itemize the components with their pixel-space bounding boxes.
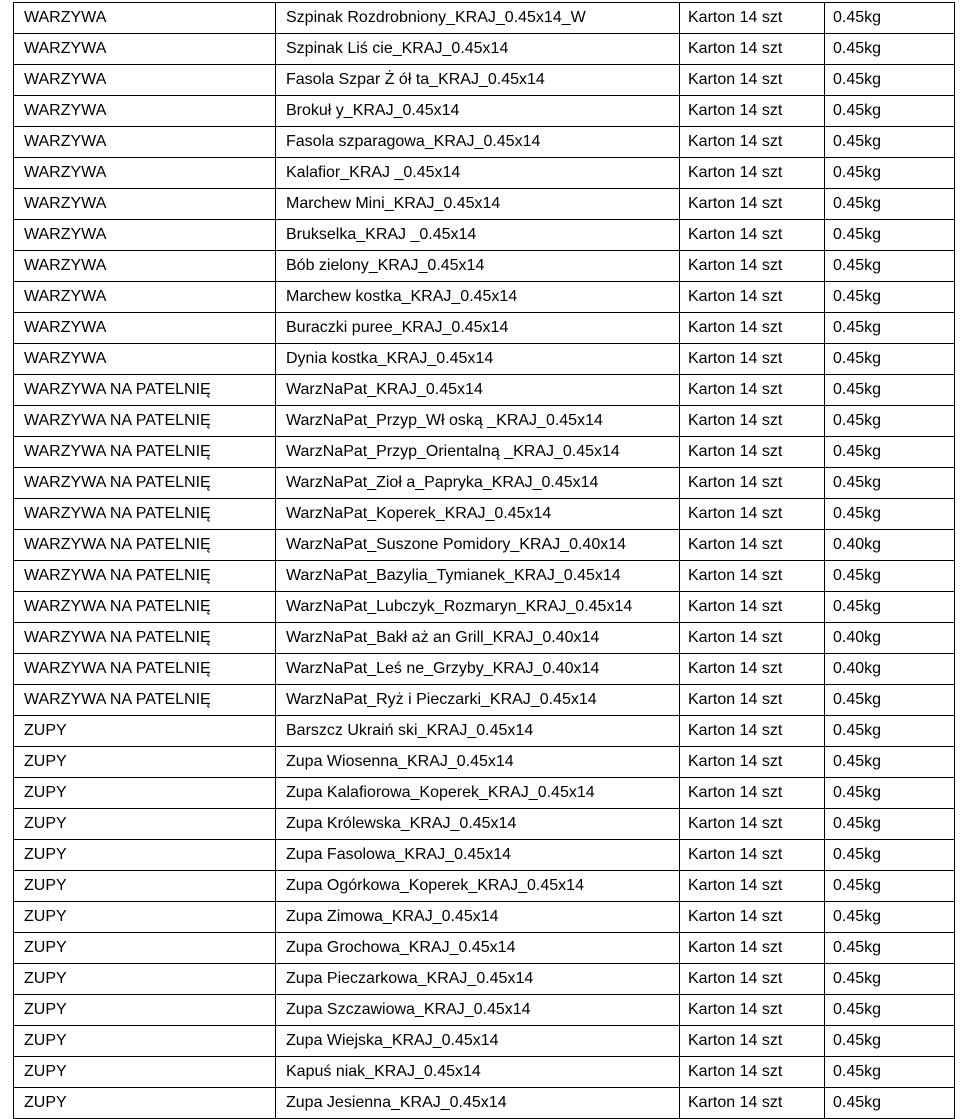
table-row xyxy=(14,65,955,96)
table-row xyxy=(14,747,955,778)
cell-category: WARZYWA NA PATELNIĘ xyxy=(14,437,276,468)
cell-category: WARZYWA NA PATELNIĘ xyxy=(14,561,276,592)
table-row xyxy=(14,902,955,933)
cell-product-name: Zupa Pieczarkowa_KRAJ_0.45x14 xyxy=(276,964,680,995)
table-row xyxy=(14,840,955,871)
cell-weight: 0.45kg xyxy=(825,933,955,964)
table-row xyxy=(14,871,955,902)
cell-weight: 0.45kg xyxy=(825,964,955,995)
cell-weight: 0.45kg xyxy=(825,871,955,902)
table-row xyxy=(14,964,955,995)
table-row xyxy=(14,375,955,406)
table-row xyxy=(14,127,955,158)
cell-product-name: WarzNaPat_KRAJ_0.45x14 xyxy=(276,375,680,406)
cell-packaging: Karton 14 szt xyxy=(680,623,825,654)
cell-category: WARZYWA xyxy=(14,313,276,344)
cell-category: WARZYWA NA PATELNIĘ xyxy=(14,375,276,406)
cell-weight: 0.45kg xyxy=(825,1026,955,1057)
cell-category: ZUPY xyxy=(14,840,276,871)
cell-product-name: Zupa Wiosenna_KRAJ_0.45x14 xyxy=(276,747,680,778)
cell-weight: 0.45kg xyxy=(825,220,955,251)
cell-category: WARZYWA xyxy=(14,189,276,220)
cell-product-name: WarzNaPat_Zioł a_Papryka_KRAJ_0.45x14 xyxy=(276,468,680,499)
cell-product-name: Zupa Grochowa_KRAJ_0.45x14 xyxy=(276,933,680,964)
table-row xyxy=(14,344,955,375)
cell-packaging: Karton 14 szt xyxy=(680,251,825,282)
cell-weight: 0.45kg xyxy=(825,406,955,437)
table-row xyxy=(14,778,955,809)
cell-product-name: Marchew Mini_KRAJ_0.45x14 xyxy=(276,189,680,220)
table-row xyxy=(14,530,955,561)
cell-weight: 0.45kg xyxy=(825,127,955,158)
cell-packaging: Karton 14 szt xyxy=(680,716,825,747)
cell-weight: 0.45kg xyxy=(825,995,955,1026)
cell-weight: 0.45kg xyxy=(825,3,955,34)
table-row xyxy=(14,1088,955,1119)
cell-category: WARZYWA xyxy=(14,282,276,313)
cell-weight: 0.45kg xyxy=(825,251,955,282)
cell-product-name: WarzNaPat_Bazylia_Tymianek_KRAJ_0.45x14 xyxy=(276,561,680,592)
cell-packaging: Karton 14 szt xyxy=(680,3,825,34)
cell-packaging: Karton 14 szt xyxy=(680,437,825,468)
cell-category: ZUPY xyxy=(14,809,276,840)
cell-weight: 0.45kg xyxy=(825,561,955,592)
table-row xyxy=(14,716,955,747)
cell-product-name: WarzNaPat_Przyp_Orientalną _KRAJ_0.45x14 xyxy=(276,437,680,468)
cell-weight: 0.45kg xyxy=(825,778,955,809)
cell-packaging: Karton 14 szt xyxy=(680,158,825,189)
cell-packaging: Karton 14 szt xyxy=(680,313,825,344)
table-row xyxy=(14,158,955,189)
cell-product-name: WarzNaPat_Bakł aż an Grill_KRAJ_0.40x14 xyxy=(276,623,680,654)
product-table-body xyxy=(14,3,955,1119)
table-row xyxy=(14,34,955,65)
cell-product-name: WarzNaPat_Lubczyk_Rozmaryn_KRAJ_0.45x14 xyxy=(276,592,680,623)
cell-weight: 0.45kg xyxy=(825,716,955,747)
cell-category: WARZYWA xyxy=(14,158,276,189)
cell-category: WARZYWA NA PATELNIĘ xyxy=(14,654,276,685)
cell-packaging: Karton 14 szt xyxy=(680,530,825,561)
cell-weight: 0.45kg xyxy=(825,437,955,468)
cell-packaging: Karton 14 szt xyxy=(680,964,825,995)
cell-weight: 0.40kg xyxy=(825,623,955,654)
cell-category: ZUPY xyxy=(14,964,276,995)
cell-packaging: Karton 14 szt xyxy=(680,685,825,716)
cell-packaging: Karton 14 szt xyxy=(680,468,825,499)
cell-product-name: WarzNaPat_Leś ne_Grzyby_KRAJ_0.40x14 xyxy=(276,654,680,685)
table-row xyxy=(14,282,955,313)
cell-category: WARZYWA NA PATELNIĘ xyxy=(14,685,276,716)
cell-packaging: Karton 14 szt xyxy=(680,809,825,840)
product-table xyxy=(13,2,955,1119)
table-row xyxy=(14,313,955,344)
cell-category: WARZYWA xyxy=(14,251,276,282)
cell-weight: 0.45kg xyxy=(825,344,955,375)
cell-category: WARZYWA xyxy=(14,344,276,375)
cell-packaging: Karton 14 szt xyxy=(680,344,825,375)
cell-packaging: Karton 14 szt xyxy=(680,65,825,96)
table-row xyxy=(14,995,955,1026)
table-row xyxy=(14,189,955,220)
cell-product-name: WarzNaPat_Suszone Pomidory_KRAJ_0.40x14 xyxy=(276,530,680,561)
cell-product-name: Fasola szparagowa_KRAJ_0.45x14 xyxy=(276,127,680,158)
cell-category: ZUPY xyxy=(14,1057,276,1088)
cell-product-name: Brukselka_KRAJ _0.45x14 xyxy=(276,220,680,251)
cell-weight: 0.45kg xyxy=(825,747,955,778)
cell-packaging: Karton 14 szt xyxy=(680,933,825,964)
cell-category: ZUPY xyxy=(14,1026,276,1057)
cell-product-name: Fasola Szpar Ż ół ta_KRAJ_0.45x14 xyxy=(276,65,680,96)
cell-product-name: Zupa Szczawiowa_KRAJ_0.45x14 xyxy=(276,995,680,1026)
cell-category: WARZYWA xyxy=(14,34,276,65)
cell-category: ZUPY xyxy=(14,778,276,809)
cell-packaging: Karton 14 szt xyxy=(680,592,825,623)
cell-category: WARZYWA xyxy=(14,3,276,34)
cell-packaging: Karton 14 szt xyxy=(680,375,825,406)
cell-weight: 0.45kg xyxy=(825,499,955,530)
cell-category: WARZYWA xyxy=(14,220,276,251)
cell-product-name: Zupa Jesienna_KRAJ_0.45x14 xyxy=(276,1088,680,1119)
cell-product-name: Zupa Fasolowa_KRAJ_0.45x14 xyxy=(276,840,680,871)
cell-packaging: Karton 14 szt xyxy=(680,189,825,220)
table-row xyxy=(14,654,955,685)
cell-packaging: Karton 14 szt xyxy=(680,871,825,902)
cell-product-name: Kalafior_KRAJ _0.45x14 xyxy=(276,158,680,189)
cell-product-name: Szpinak Liś cie_KRAJ_0.45x14 xyxy=(276,34,680,65)
cell-packaging: Karton 14 szt xyxy=(680,1057,825,1088)
cell-weight: 0.45kg xyxy=(825,592,955,623)
cell-weight: 0.40kg xyxy=(825,530,955,561)
table-row xyxy=(14,592,955,623)
cell-weight: 0.45kg xyxy=(825,158,955,189)
cell-product-name: Dynia kostka_KRAJ_0.45x14 xyxy=(276,344,680,375)
cell-packaging: Karton 14 szt xyxy=(680,840,825,871)
cell-packaging: Karton 14 szt xyxy=(680,995,825,1026)
cell-packaging: Karton 14 szt xyxy=(680,127,825,158)
cell-product-name: Zupa Kalafiorowa_Koperek_KRAJ_0.45x14 xyxy=(276,778,680,809)
cell-weight: 0.45kg xyxy=(825,1088,955,1119)
cell-packaging: Karton 14 szt xyxy=(680,902,825,933)
cell-weight: 0.45kg xyxy=(825,468,955,499)
cell-product-name: Zupa Ogórkowa_Koperek_KRAJ_0.45x14 xyxy=(276,871,680,902)
table-row xyxy=(14,251,955,282)
cell-product-name: WarzNaPat_Przyp_Wł oską _KRAJ_0.45x14 xyxy=(276,406,680,437)
cell-category: WARZYWA NA PATELNIĘ xyxy=(14,592,276,623)
table-row xyxy=(14,561,955,592)
table-row xyxy=(14,1057,955,1088)
cell-product-name: Kapuś niak_KRAJ_0.45x14 xyxy=(276,1057,680,1088)
cell-packaging: Karton 14 szt xyxy=(680,747,825,778)
table-row xyxy=(14,499,955,530)
cell-packaging: Karton 14 szt xyxy=(680,96,825,127)
cell-category: ZUPY xyxy=(14,716,276,747)
cell-weight: 0.45kg xyxy=(825,282,955,313)
cell-product-name: WarzNaPat_Koperek_KRAJ_0.45x14 xyxy=(276,499,680,530)
cell-category: WARZYWA NA PATELNIĘ xyxy=(14,468,276,499)
table-row xyxy=(14,933,955,964)
table-row xyxy=(14,809,955,840)
cell-category: WARZYWA NA PATELNIĘ xyxy=(14,406,276,437)
cell-weight: 0.45kg xyxy=(825,65,955,96)
cell-packaging: Karton 14 szt xyxy=(680,406,825,437)
cell-category: WARZYWA xyxy=(14,127,276,158)
table-row xyxy=(14,685,955,716)
table-row xyxy=(14,468,955,499)
cell-weight: 0.45kg xyxy=(825,840,955,871)
cell-packaging: Karton 14 szt xyxy=(680,220,825,251)
cell-category: ZUPY xyxy=(14,1088,276,1119)
cell-category: ZUPY xyxy=(14,871,276,902)
cell-weight: 0.45kg xyxy=(825,34,955,65)
table-row xyxy=(14,1026,955,1057)
table-row xyxy=(14,406,955,437)
cell-weight: 0.45kg xyxy=(825,1057,955,1088)
cell-product-name: Brokuł y_KRAJ_0.45x14 xyxy=(276,96,680,127)
table-row xyxy=(14,437,955,468)
table-row xyxy=(14,3,955,34)
cell-weight: 0.45kg xyxy=(825,809,955,840)
cell-packaging: Karton 14 szt xyxy=(680,1088,825,1119)
cell-packaging: Karton 14 szt xyxy=(680,1026,825,1057)
cell-product-name: WarzNaPat_Ryż i Pieczarki_KRAJ_0.45x14 xyxy=(276,685,680,716)
cell-packaging: Karton 14 szt xyxy=(680,34,825,65)
table-row xyxy=(14,220,955,251)
cell-product-name: Zupa Królewska_KRAJ_0.45x14 xyxy=(276,809,680,840)
cell-product-name: Szpinak Rozdrobniony_KRAJ_0.45x14_W xyxy=(276,3,680,34)
table-row xyxy=(14,96,955,127)
cell-weight: 0.40kg xyxy=(825,654,955,685)
cell-product-name: Bób zielony_KRAJ_0.45x14 xyxy=(276,251,680,282)
table-row xyxy=(14,623,955,654)
cell-weight: 0.45kg xyxy=(825,902,955,933)
cell-category: WARZYWA NA PATELNIĘ xyxy=(14,623,276,654)
cell-category: WARZYWA xyxy=(14,65,276,96)
cell-category: ZUPY xyxy=(14,747,276,778)
cell-product-name: Marchew kostka_KRAJ_0.45x14 xyxy=(276,282,680,313)
cell-category: WARZYWA NA PATELNIĘ xyxy=(14,530,276,561)
cell-product-name: Zupa Zimowa_KRAJ_0.45x14 xyxy=(276,902,680,933)
cell-weight: 0.45kg xyxy=(825,375,955,406)
cell-product-name: Zupa Wiejska_KRAJ_0.45x14 xyxy=(276,1026,680,1057)
cell-weight: 0.45kg xyxy=(825,96,955,127)
cell-packaging: Karton 14 szt xyxy=(680,561,825,592)
cell-weight: 0.45kg xyxy=(825,189,955,220)
cell-category: WARZYWA xyxy=(14,96,276,127)
cell-category: ZUPY xyxy=(14,995,276,1026)
cell-weight: 0.45kg xyxy=(825,685,955,716)
cell-packaging: Karton 14 szt xyxy=(680,778,825,809)
cell-packaging: Karton 14 szt xyxy=(680,654,825,685)
cell-weight: 0.45kg xyxy=(825,313,955,344)
cell-product-name: Barszcz Ukraiń ski_KRAJ_0.45x14 xyxy=(276,716,680,747)
cell-packaging: Karton 14 szt xyxy=(680,282,825,313)
cell-category: ZUPY xyxy=(14,902,276,933)
cell-category: WARZYWA NA PATELNIĘ xyxy=(14,499,276,530)
cell-product-name: Buraczki puree_KRAJ_0.45x14 xyxy=(276,313,680,344)
cell-packaging: Karton 14 szt xyxy=(680,499,825,530)
cell-category: ZUPY xyxy=(14,933,276,964)
